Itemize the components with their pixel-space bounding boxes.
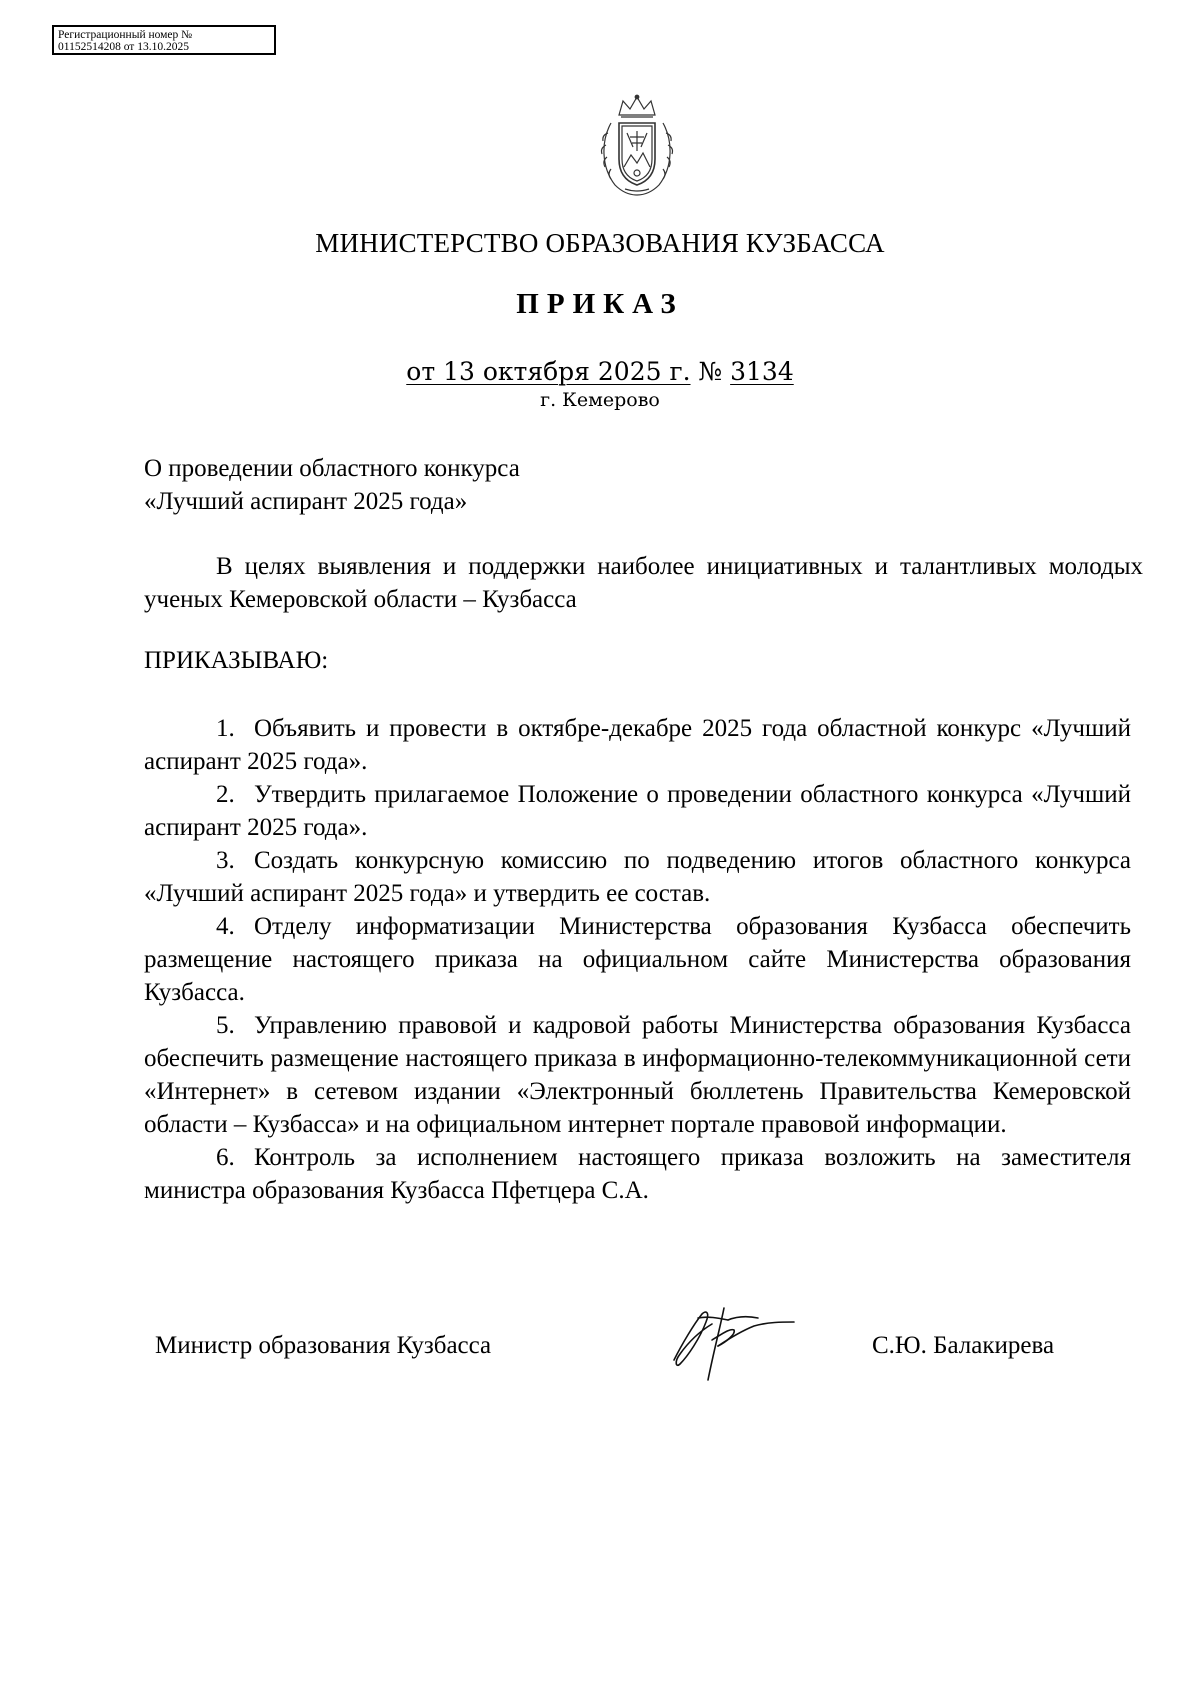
order-item-text: Контроль за исполнением настоящего приказа возложить на заместителя министра образования Кузбасса Пфетцера С.А. bbox=[144, 1144, 1131, 1204]
order-items-list bbox=[144, 712, 1131, 1207]
order-item bbox=[144, 712, 1131, 778]
order-item-text: Создать конкурсную комиссию по подведению итогов областного конкурса «Лучший аспирант 2025 года» и утвердить ее состав. bbox=[144, 847, 1131, 907]
registration-stamp-line1: Регистрационный номер № bbox=[58, 29, 193, 41]
signatory-position: Министр образования Кузбасса bbox=[155, 1332, 492, 1359]
order-number-sign: № bbox=[698, 357, 723, 386]
handwritten-signature-icon bbox=[668, 1300, 798, 1386]
order-item bbox=[144, 1009, 1131, 1141]
order-item-number: 2. bbox=[216, 781, 235, 808]
order-item-number: 1. bbox=[216, 715, 235, 742]
registration-stamp bbox=[52, 25, 276, 55]
order-item bbox=[144, 910, 1131, 1009]
order-item-number: 3. bbox=[216, 847, 235, 874]
document-title: ПРИКАЗ bbox=[516, 288, 684, 320]
order-item-text: Утвердить прилагаемое Положение о проведении областного конкурса «Лучший аспирант 2025 года». bbox=[144, 781, 1131, 841]
order-item bbox=[144, 778, 1131, 844]
order-date: от 13 октября 2025 г. bbox=[406, 357, 691, 386]
order-subject bbox=[144, 452, 520, 518]
preamble-paragraph: В целях выявления и поддержки наиболее инициативных и талантливых молодых ученых Кемеровской области – Кузбасса bbox=[144, 553, 1143, 613]
order-item-number: 4. bbox=[216, 913, 235, 940]
order-item-text: Объявить и провести в октябре-декабре 2025 года областной конкурс «Лучший аспирант 2025 года». bbox=[144, 715, 1131, 775]
order-number: 3134 bbox=[730, 357, 794, 386]
ministry-name: МИНИСТЕРСТВО ОБРАЗОВАНИЯ КУЗБАССА bbox=[315, 228, 885, 258]
order-date-number-line bbox=[0, 357, 1200, 386]
registration-stamp-line2: 01152514208 от 13.10.2025 bbox=[58, 41, 189, 53]
order-subject-line1: О проведении областного конкурса bbox=[144, 455, 520, 482]
order-item-text: Управлению правовой и кадровой работы Министерства образования Кузбасса обеспечить размещение настоящего приказа в информационно-телекоммуникационной сети «Интернет» в сетевом издании «Электронный бюллетень Правительства Кемеровской области – Кузбасса» и на официальном интернет портале правовой информации. bbox=[144, 1012, 1131, 1138]
orders-heading: ПРИКАЗЫВАЮ: bbox=[144, 647, 329, 674]
order-item bbox=[144, 844, 1131, 910]
order-item bbox=[144, 1141, 1131, 1207]
order-item-number: 6. bbox=[216, 1144, 235, 1171]
order-city: г. Кемерово bbox=[540, 389, 660, 411]
kuzbass-coat-of-arms-icon bbox=[597, 93, 677, 197]
order-item-number: 5. bbox=[216, 1012, 235, 1039]
signatory-name: С.Ю. Балакирева bbox=[872, 1332, 1055, 1359]
order-item-text: Отделу информатизации Министерства образования Кузбасса обеспечить размещение настоящего приказа на официальном сайте Министерства образования Кузбасса. bbox=[144, 913, 1131, 1006]
order-subject-line2: «Лучший аспирант 2025 года» bbox=[144, 488, 468, 515]
